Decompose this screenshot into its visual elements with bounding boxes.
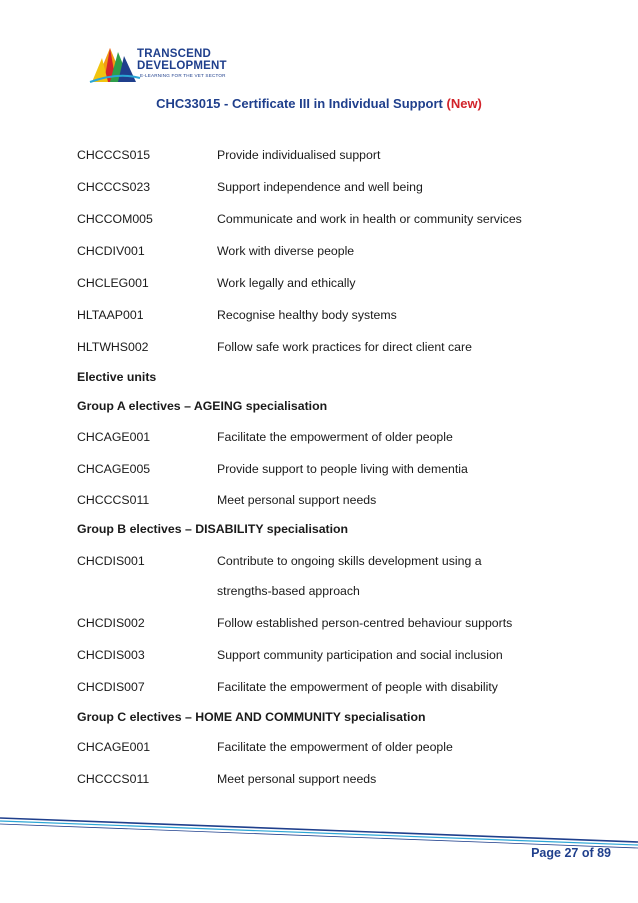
unit-code: CHCAGE001 [77, 430, 151, 444]
unit-desc: Recognise healthy body systems [217, 308, 397, 322]
unit-code: CHCAGE005 [77, 462, 151, 476]
group-b-heading: Group B electives – DISABILITY specialisation [77, 522, 349, 536]
unit-code: HLTAAP001 [77, 308, 144, 322]
page-title [0, 96, 638, 111]
unit-code: CHCDIS002 [77, 616, 145, 630]
logo-wordmark-top: TRANSCEND [137, 48, 211, 60]
unit-desc: strengths-based approach [217, 584, 360, 598]
unit-code: CHCCCS011 [77, 772, 150, 786]
unit-code: CHCLEG001 [77, 276, 149, 290]
group-a-heading: Group A electives – AGEING specialisation [77, 399, 328, 413]
unit-code: CHCDIS007 [77, 680, 145, 694]
logo-wordmark-bottom: DEVELOPMENT [137, 60, 227, 72]
group-c-heading: Group C electives – HOME AND COMMUNITY specialisation [77, 710, 426, 724]
unit-code: HLTWHS002 [77, 340, 149, 354]
unit-code: CHCCCS015 [77, 148, 151, 162]
unit-code: CHCCCS023 [77, 180, 151, 194]
page-number: Page 27 of 89 [531, 846, 611, 860]
unit-code: CHCDIS001 [77, 554, 145, 568]
unit-desc: Work with diverse people [217, 244, 355, 258]
unit-desc: Facilitate the empowerment of older people [217, 430, 453, 444]
unit-desc: Support community participation and social inclusion [217, 648, 503, 662]
unit-desc: Contribute to ongoing skills development using a [217, 554, 482, 568]
unit-code: CHCCOM005 [77, 212, 153, 226]
unit-desc: Provide support to people living with dementia [217, 462, 468, 476]
unit-desc: Facilitate the empowerment of older people [217, 740, 453, 754]
elective-units-heading: Elective units [77, 370, 157, 384]
new-badge: (New) [446, 96, 482, 111]
unit-code: CHCDIV001 [77, 244, 145, 258]
unit-desc: Provide individualised support [217, 148, 381, 162]
unit-code: CHCCCS011 [77, 493, 150, 507]
title-text: CHC33015 - Certificate III in Individual Support [156, 96, 443, 111]
unit-desc: Follow safe work practices for direct client care [217, 340, 472, 354]
unit-desc: Support independence and well being [217, 180, 423, 194]
unit-code: CHCAGE001 [77, 740, 151, 754]
unit-desc: Meet personal support needs [217, 493, 377, 507]
logo-tagline: E-LEARNING FOR THE VET SECTOR [140, 73, 226, 78]
unit-desc: Work legally and ethically [217, 276, 356, 290]
unit-code: CHCDIS003 [77, 648, 145, 662]
unit-desc: Meet personal support needs [217, 772, 377, 786]
unit-desc: Follow established person-centred behaviour supports [217, 616, 513, 630]
unit-desc: Facilitate the empowerment of people with disability [217, 680, 498, 694]
unit-desc: Communicate and work in health or community services [217, 212, 522, 226]
